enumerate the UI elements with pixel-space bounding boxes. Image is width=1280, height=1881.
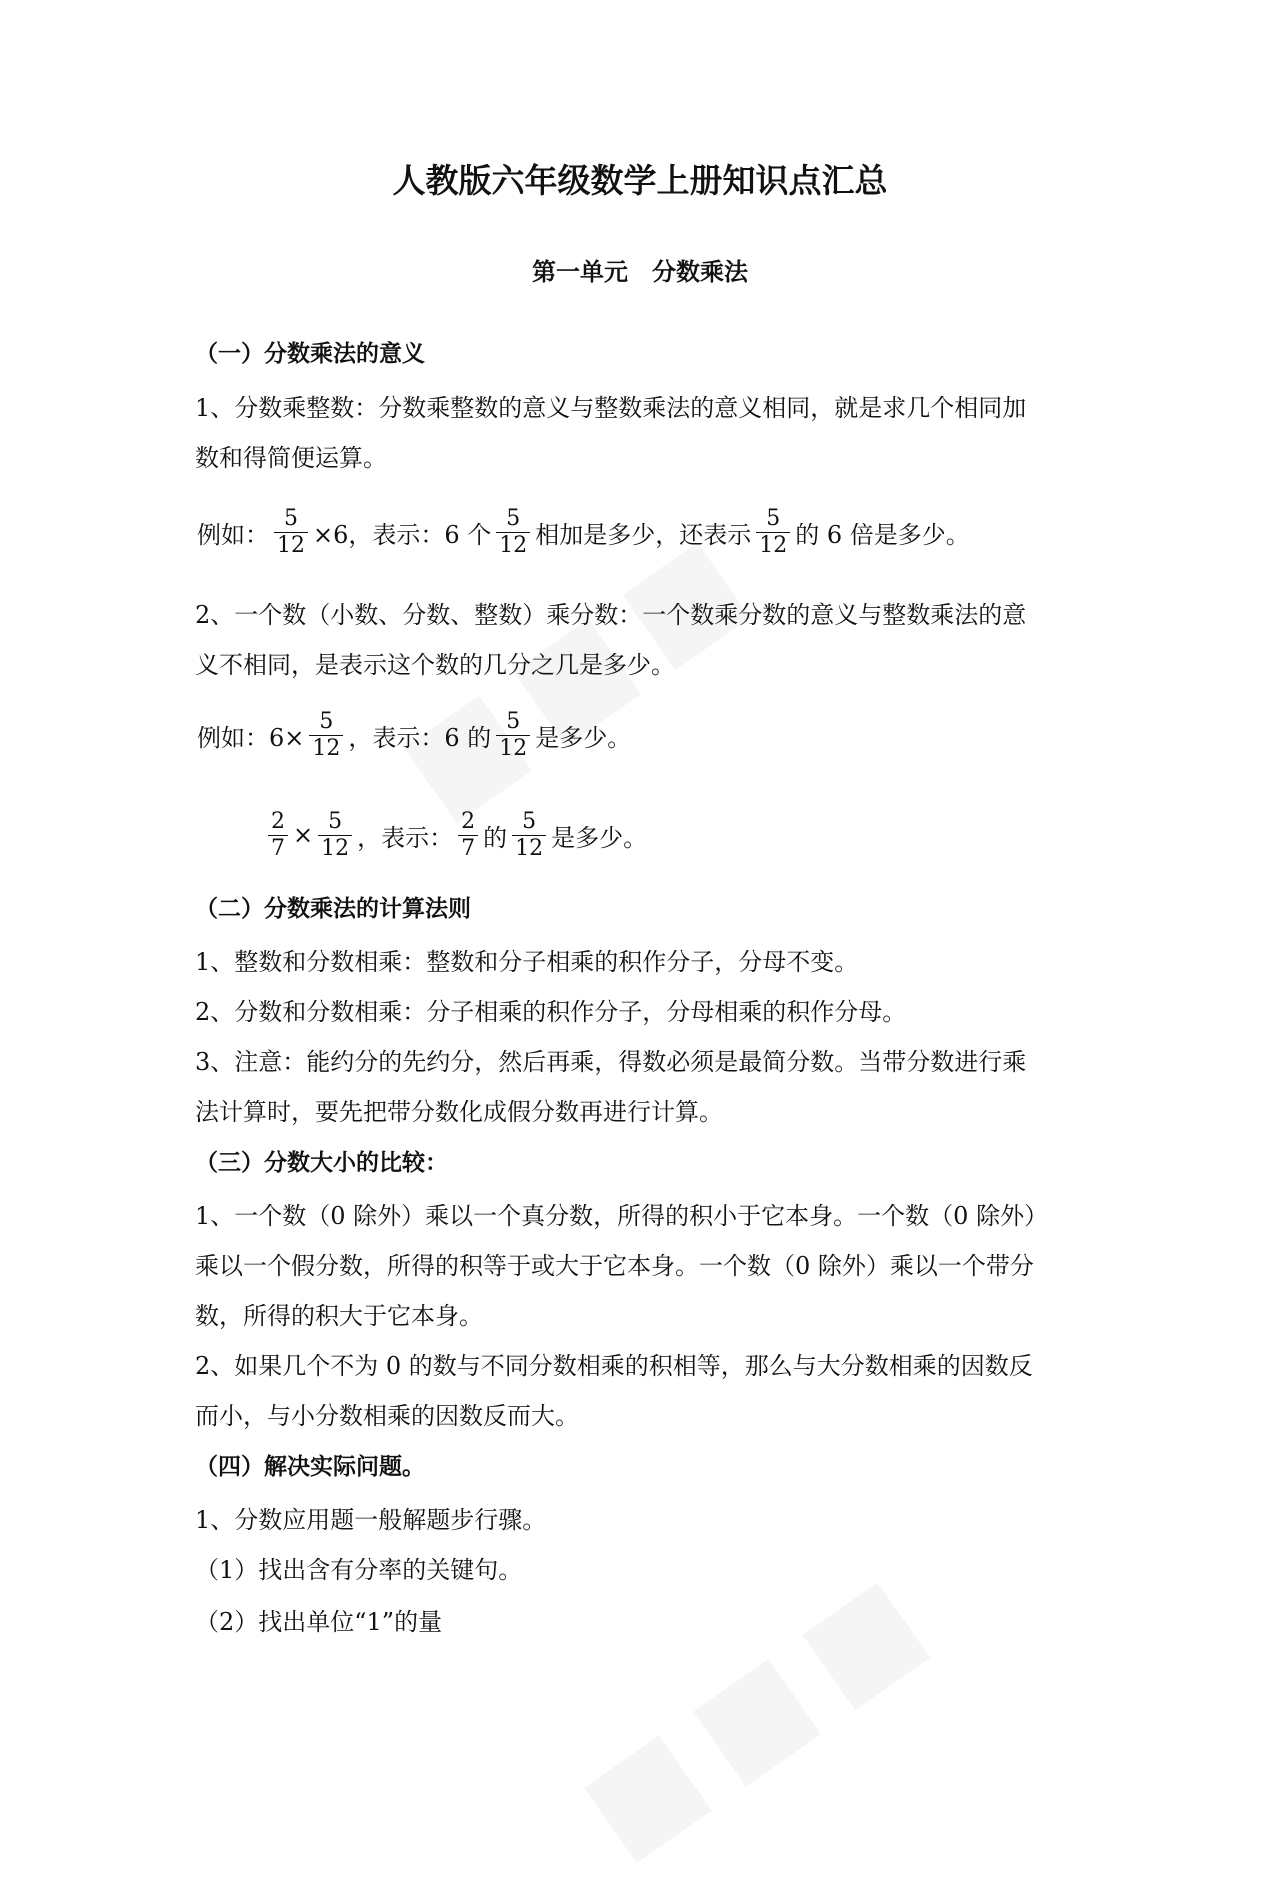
paragraph-line: （2）找出单位“1”的量 [195,1608,443,1636]
fraction: $\frac{5}{12}$ [496,506,530,559]
paragraph-line: 义不相同，是表示这个数的几分之几是多少。 [195,651,675,679]
example-text: ，表示：6 的 [348,723,492,752]
section-heading: （三）分数大小的比较： [195,1150,448,1176]
paragraph-line: 数，所得的积大于它本身。 [195,1302,483,1330]
paragraph-line: 3、注意：能约分的先约分，然后再乘，得数必须是最简分数。当带分数进行乘 [195,1048,1027,1076]
example-text: 的 [483,823,508,852]
fraction: $\frac{5}{12}$ [318,809,352,862]
paragraph-line: 1、分数乘整数：分数乘整数的意义与整数乘法的意义相同，就是求几个相同加 [195,394,1027,422]
example-line [265,803,649,867]
fraction: $\frac{5}{12}$ [309,709,343,762]
fraction: $\frac{5}{12}$ [756,506,790,559]
section-heading: （四）解决实际问题。 [195,1454,425,1480]
fraction: $\frac{2}{7}$ [268,809,288,862]
paragraph-line: 1、一个数（0 除外）乘以一个真分数，所得的积小于它本身。一个数（0 除外） [195,1202,1049,1230]
fraction: $\frac{5}{12}$ [496,709,530,762]
paragraph-line: 2、如果几个不为 0 的数与不同分数相乘的积相等，那么与大分数相乘的因数反 [195,1352,1033,1380]
paragraph-line: 1、整数和分数相乘：整数和分子相乘的积作分子，分母不变。 [195,948,859,976]
paragraph-line: 1、分数应用题一般解题步行骤。 [195,1506,547,1534]
example-text: 例如： [197,520,269,549]
example-text: 相加是多少，还表示 [535,520,752,549]
example-text: 是多少。 [535,723,632,752]
section-heading: （一）分数乘法的意义 [195,341,425,367]
example-line [195,703,633,767]
watermark [556,1538,964,1881]
paragraph-line: 乘以一个假分数，所得的积等于或大于它本身。一个数（0 除外）乘以一个带分 [195,1252,1034,1280]
example-text: ，表示： [357,823,454,852]
page-title: 人教版六年级数学上册知识点汇总 [392,161,888,200]
example-text: × [293,821,314,849]
paragraph-line: 2、一个数（小数、分数、整数）乘分数：一个数乘分数的意义与整数乘法的意 [195,601,1027,629]
fraction: $\frac{2}{7}$ [458,809,478,862]
fraction: $\frac{5}{12}$ [274,506,308,559]
paragraph-line: （1）找出含有分率的关键句。 [195,1556,523,1584]
example-line [195,500,972,564]
fraction: $\frac{5}{12}$ [512,809,546,862]
paragraph-line: 而小，与小分数相乘的因数反而大。 [195,1402,579,1430]
example-text: 是多少。 [551,823,648,852]
paragraph-line: 法计算时，要先把带分数化成假分数再进行计算。 [195,1098,723,1126]
paragraph-line: 数和得简便运算。 [195,444,387,472]
example-text: ×6，表示：6 个 [313,520,492,549]
unit-title: 第一单元 分数乘法 [532,258,748,286]
example-text: 例如：6× [197,723,305,752]
section-heading: （二）分数乘法的计算法则 [195,896,471,922]
paragraph-line: 2、分数和分数相乘：分子相乘的积作分子，分母相乘的积作分母。 [195,998,907,1026]
example-text: 的 6 倍是多少。 [795,520,970,549]
